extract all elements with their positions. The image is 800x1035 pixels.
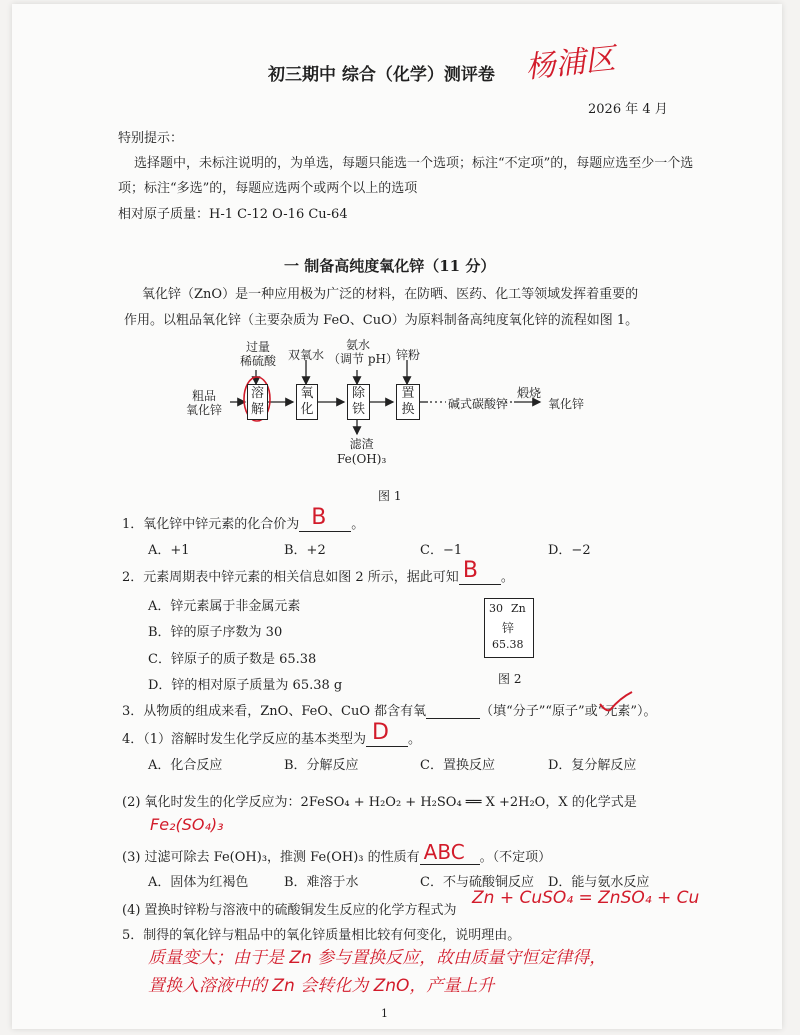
- question-1: 1．氧化锌中锌元素的化合价为 B 。: [122, 505, 365, 532]
- answer-q4-2: Fe₂(SO₄)₃: [150, 815, 224, 834]
- question-5: 5．制得的氧化锌与粗品中的氧化锌质量相比较有何变化，说明理由。: [122, 928, 521, 943]
- reagent-hydrogen-peroxide-label: 双氧水: [288, 348, 325, 362]
- answer-q2: B: [462, 558, 478, 584]
- reagent-zinc-powder-label: 锌粉: [396, 348, 421, 362]
- answer-q5-line-1: 质量变大；由于是 Zn 参与置换反应，故由质量守恒定律得，: [148, 948, 607, 968]
- question-2: 2．元素周期表中锌元素的相关信息如图 2 所示，据此可知 B 。: [122, 558, 514, 585]
- page-number: 1: [381, 1007, 388, 1020]
- exam-date: 2026 年 4 月: [588, 102, 668, 117]
- basic-zinc-carbonate-label: 碱式碳酸锌: [448, 397, 509, 411]
- q1-option-a: A．+1: [148, 543, 190, 558]
- q4-1-option-b: B．分解反应: [284, 758, 359, 773]
- notice-line-2: 项；标注“多选”的，每题应选两个或两个以上的选项: [118, 181, 418, 196]
- final-product-label: 氧化锌: [548, 397, 585, 411]
- step-box-remove-iron: 除 铁: [347, 384, 370, 420]
- question-4-part-1: 4．（1）溶解时发生化学反应的基本类型为 D 。: [122, 720, 422, 747]
- step-box-oxidize: 氧 化: [296, 384, 318, 420]
- q4-3-option-b: B．难溶于水: [284, 875, 359, 890]
- element-atomic-mass: 65.38: [492, 638, 524, 651]
- answer-q5-line-2: 置换入溶液中的 Zn 会转化为 ZnO，产量上升: [148, 976, 495, 996]
- q2-option-c: C．锌原子的质子数是 65.38: [148, 652, 317, 667]
- handwritten-check-mark: [596, 690, 636, 716]
- residue-label: 滤渣 Fe(OH)₃: [337, 437, 387, 466]
- element-symbol: Zn: [511, 602, 526, 615]
- section-intro-line-2: 作用。以粗品氧化锌（主要杂质为 FeO、CuO）为原料制备高纯度氧化锌的流程如图 1。: [124, 313, 639, 328]
- atomic-mass-note: 相对原子质量：H-1 C-12 O-16 Cu-64: [118, 207, 348, 222]
- q4-1-option-d: D．复分解反应: [548, 758, 637, 773]
- q4-3-option-d: D．能与氨水反应: [548, 875, 650, 890]
- element-name: 锌: [502, 621, 515, 635]
- section-intro-line-1: 氧化锌（ZnO）是一种应用极为广泛的材料，在防晒、医药、化工等领域发挥着重要的: [142, 287, 639, 302]
- q1-option-d: D．−2: [548, 543, 591, 558]
- notice-label: 特别提示：: [118, 131, 184, 146]
- exam-title: 初三期中 综合（化学）测评卷: [268, 65, 495, 85]
- figure-2-caption: 图 2: [498, 672, 522, 686]
- answer-q4-1: D: [372, 720, 389, 746]
- question-4-part-4: (4) 置换时锌粉与溶液中的硫酸铜发生反应的化学方程式为: [122, 903, 457, 918]
- flow-arrows: [0, 0, 800, 500]
- section-title: 一 制备高纯度氧化锌（11 分）: [284, 257, 496, 275]
- question-4-part-2: (2) 氧化时发生的化学反应为：2FeSO₄ + H₂O₂ + H₂SO₄ ══ X +2H₂O，X 的化学式是: [122, 795, 637, 810]
- element-card-zinc: [484, 598, 534, 658]
- answer-q4-4: Zn + CuSO₄ = ZnSO₄ + Cu: [472, 888, 700, 908]
- answer-q4-3: ABC: [423, 840, 465, 865]
- q1-option-c: C．−1: [420, 543, 463, 558]
- reagent-ammonia-label: 氨水 （调节 pH）: [328, 338, 398, 366]
- handwritten-district: 杨浦区: [523, 41, 617, 86]
- start-material-label: 粗品 氧化锌: [186, 389, 223, 417]
- q1-option-b: B．+2: [284, 543, 326, 558]
- step-box-displace: 置 换: [396, 384, 420, 420]
- q4-3-option-c: C．不与硫酸铜反应: [420, 875, 534, 890]
- q4-1-option-c: C．置换反应: [420, 758, 495, 773]
- q2-option-a: A．锌元素属于非金属元素: [148, 599, 301, 614]
- q4-3-option-a: A．固体为红褐色: [148, 875, 249, 890]
- question-4-part-3: (3) 过滤可除去 Fe(OH)₃，推测 Fe(OH)₃ 的性质有 ABC 。（不定项）: [122, 840, 552, 865]
- q4-1-option-a: A．化合反应: [148, 758, 223, 773]
- reagent-sulfuric-acid-label: 过量 稀硫酸: [240, 340, 277, 368]
- notice-line-1: 选择题中，未标注说明的，为单选，每题只能选一个选项；标注“不定项”的，每题应选至少一个选: [134, 156, 694, 171]
- step-box-dissolve: 溶 解: [247, 384, 268, 420]
- answer-q1: B: [311, 505, 327, 531]
- q2-option-d: D．锌的相对原子质量为 65.38 g: [148, 678, 343, 693]
- question-3: 3．从物质的组成来看，ZnO、FeO、CuO 都含有氧 （填“分子”“原子”或“元素”）。: [122, 704, 657, 719]
- element-atomic-number: 30: [489, 602, 503, 615]
- q2-option-b: B．锌的原子序数为 30: [148, 625, 283, 640]
- figure-1-caption: 图 1: [378, 489, 402, 503]
- calcine-label: 煅烧: [517, 386, 542, 400]
